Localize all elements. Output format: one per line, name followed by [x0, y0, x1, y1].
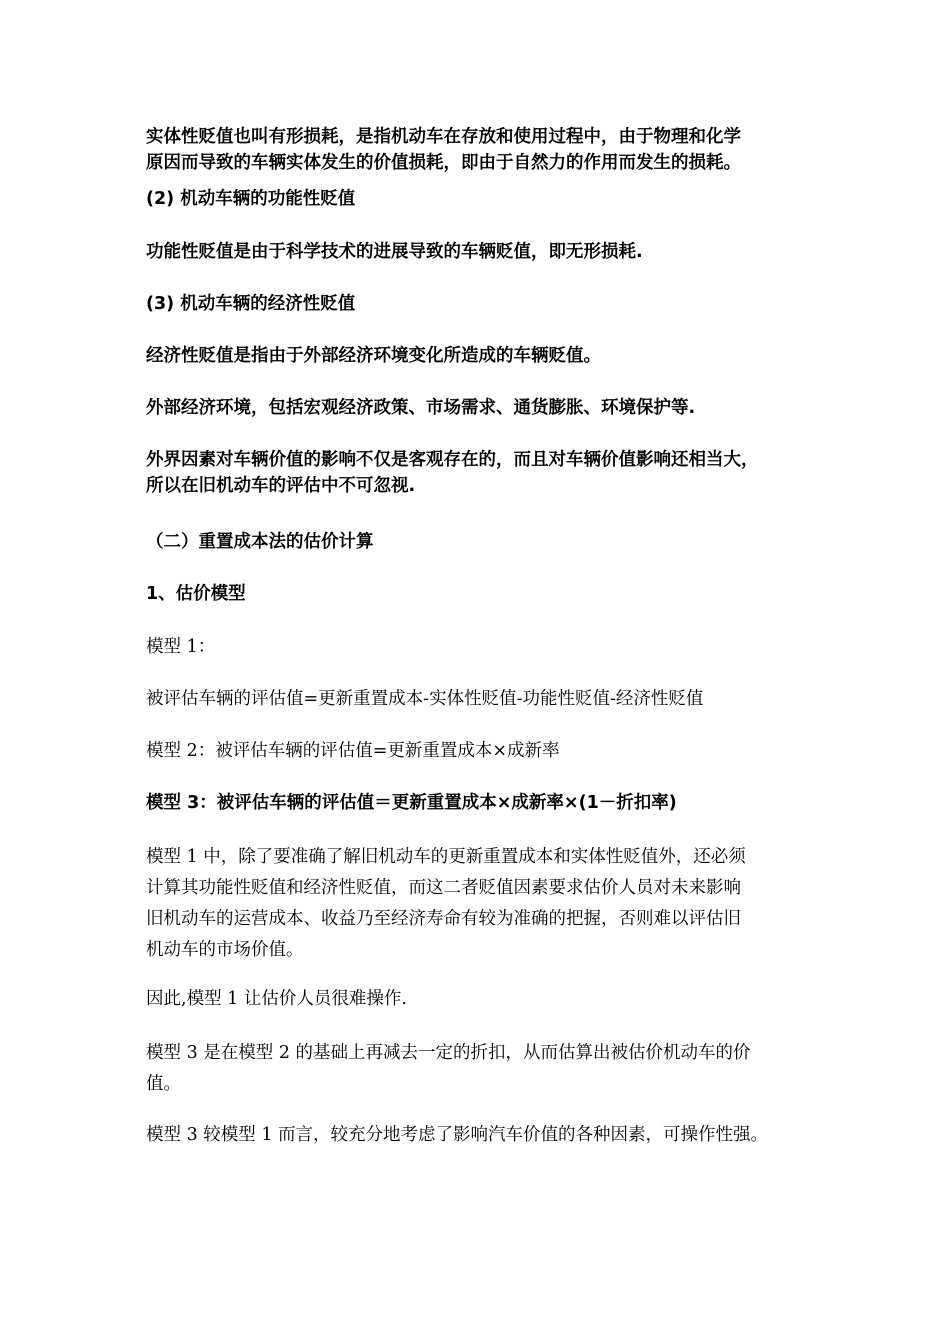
text-line: 旧机动车的运营成本、收益乃至经济寿命有较为准确的把握，否则难以评估旧	[146, 909, 741, 929]
paragraph-model-1-difficulty	[146, 986, 806, 1012]
text-line: 所以在旧机动车的评估中不可忽视.	[146, 476, 416, 496]
paragraph-model-1-explanation	[146, 842, 806, 966]
text-line: 模型 2：被评估车辆的评估值=更新重置成本×成新率	[146, 741, 560, 761]
text-line: 模型 3 是在模型 2 的基础上再减去一定的折扣，从而估算出被估价机动车的价	[146, 1043, 751, 1063]
text-line: 功能性贬值是由于科学技术的进展导致的车辆贬值，即无形损耗.	[146, 242, 643, 262]
text-line: 被评估车辆的评估值=更新重置成本-实体性贬值-功能性贬值-经济性贬值	[146, 689, 704, 709]
heading-replacement-cost-method	[146, 529, 806, 555]
paragraph-model-3-formula	[146, 790, 806, 816]
text-line: （二）重置成本法的估价计算	[146, 532, 374, 552]
heading-functional-depreciation	[146, 186, 806, 212]
text-line: 外界因素对车辆价值的影响不仅是客观存在的，而且对车辆价值影响还相当大，	[146, 450, 759, 470]
paragraph-external-environment	[146, 395, 806, 421]
paragraph-model-3-comparison	[146, 1122, 806, 1148]
paragraph-model-1-formula	[146, 686, 806, 712]
paragraph-functional-depreciation	[146, 239, 806, 265]
text-line: 外部经济环境，包括宏观经济政策、市场需求、通货膨胀、环境保护等.	[146, 398, 696, 418]
text-line: 因此,模型 1 让估价人员很难操作.	[146, 989, 407, 1009]
paragraph-external-factors	[146, 447, 806, 499]
text-line: 计算其功能性贬值和经济性贬值，而这二者贬值因素要求估价人员对未来影响	[146, 878, 741, 898]
text-line: 模型 3 较模型 1 而言，较充分地考虑了影响汽车价值的各种因素，可操作性强。	[146, 1125, 769, 1145]
paragraph-model-2-formula	[146, 738, 806, 764]
text-line: 模型 1 中，除了要准确了解旧机动车的更新重置成本和实体性贬值外，还必须	[146, 847, 746, 867]
text-line: 模型 3：被评估车辆的评估值＝更新重置成本×成新率×(1－折扣率)	[146, 793, 677, 813]
paragraph-model-1-label	[146, 634, 806, 660]
paragraph-tangible-depreciation	[146, 124, 806, 176]
text-line: 实体性贬值也叫有形损耗，是指机动车在存放和使用过程中，由于物理和化学	[146, 127, 741, 147]
paragraph-economic-depreciation	[146, 343, 806, 369]
heading-valuation-model	[146, 581, 806, 607]
text-line: 原因而导致的车辆实体发生的价值损耗，即由于自然力的作用而发生的损耗。	[146, 153, 741, 173]
text-line: 模型 1：	[146, 637, 216, 657]
text-line: 1、估价模型	[146, 584, 246, 604]
paragraph-model-3-description	[146, 1038, 806, 1100]
text-line: 经济性贬值是指由于外部经济环境变化所造成的车辆贬值。	[146, 346, 601, 366]
heading-economic-depreciation	[146, 291, 806, 317]
text-line: 值。	[146, 1074, 181, 1094]
text-line: 机动车的市场价值。	[146, 940, 304, 960]
text-line: (3) 机动车辆的经济性贬值	[146, 294, 356, 314]
text-line: (2) 机动车辆的功能性贬值	[146, 189, 356, 209]
